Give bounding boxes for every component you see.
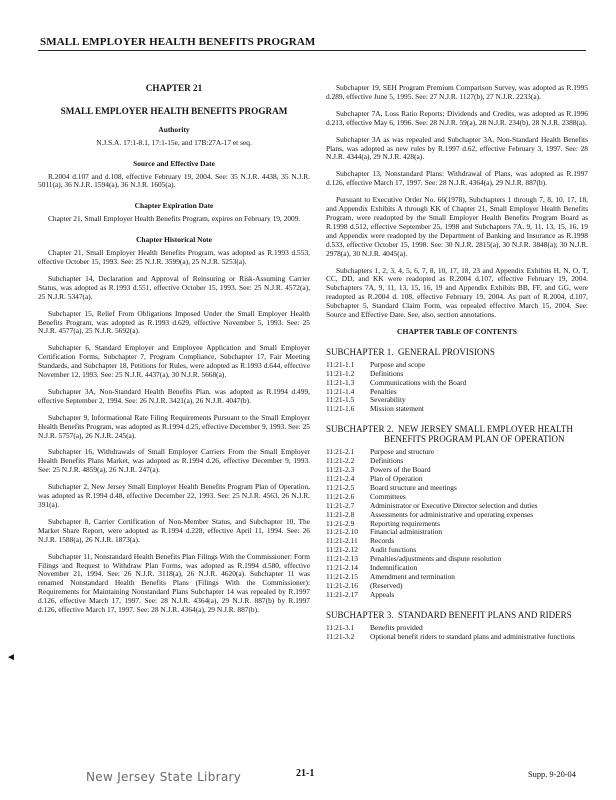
expiration-text: Chapter 21, Small Employer Health Benefits Program, expires on February 19, 2009. [48,214,301,224]
section-title: Records [370,536,395,546]
history-paragraph: Subchapter 14, Declaration and Approval of Reinsuring or Risk-Assuming Carrier Status, was adopted as R.1993 d.551, effective October 15, 1993. See: 25 N.J.R. 4572(a), 25 N.J.R. 5347(a). [38,273,310,301]
toc-entry [326,573,588,582]
section-number: 11:21-1.5 [326,395,355,405]
history-paragraph: Pursuant to Executive Order No. 66(1978), Subchapters 1 through 7, 8, 10, 17, 18, and Appendix Exhibits A through KK of Chapter 21, Small Employer Health Benefits Program, were readopted by the Small Employer Health Benefits Program Board as R.1998 d.512, effective September 25, 1998 and Subchapters 7A, 9, 11, 13, 15, 16, 19 and Appendix were readopted by the Department of Banking and Insurance as R.1998 d.533, effective October 15, 1998. See: 30 N.J.R. 2815(a), 30 N.J.R. 3848(a); 30 N.J.R. 2978(a), 30 N.J.R. 4045(a). [326,195,588,258]
section-number: 11:21-3.2 [326,631,355,641]
section-number: 11:21-3.1 [326,622,355,632]
toc-entry [326,537,588,546]
section-title: Financial administration [370,527,443,537]
history-paragraph: Subchapter 7A, Loss Ratio Reports; Dividends and Credits, was adopted as R.1996 d.213, effective May 6, 1996. See: 28 N.J.R. 59(a), 28 N.J.R. 234(b), 28 N.J.R. 2388(a). [326,108,588,127]
section-title: (Reserved) [370,580,403,590]
section-list [326,361,588,414]
history-paragraph: Subchapter 3A as was repealed and Subchapter 3A, Non-Standard Health Benefits Plans, was adopted as new rules by R.1997 d.62, effective February 3, 1997. See: 28 N.J.R. 4344(a), 29 N.J.R. 428(a). [326,134,588,162]
section-number: 11:21-2.14 [326,563,358,573]
chapter-number: CHAPTER 21 [145,83,203,93]
section-title: Audit functions [370,545,417,555]
subchapter-label: SUBCHAPTER 1. [326,346,394,357]
subchapter-label: SUBCHAPTER 2. [326,424,394,435]
supplement-date: Supp. 9-20-04 [528,770,576,779]
section-title: Purpose and scope [370,359,426,369]
header-rule [38,50,586,51]
section-title: Definitions [370,456,404,466]
section-list [326,624,588,642]
subchapter-title: GENERAL PROVISIONS [398,346,495,357]
section-title: Definitions [370,368,404,378]
toc-entry [326,396,588,405]
toc-entry [326,466,588,475]
history-paragraph: Subchapter 2, New Jersey Small Employer Health Benefits Program Plan of Operation, was adopted as R.1994 d.48, effective December 22, 1993. See: 25 N.J.R. 4563, 26 N.J.R. 391(a). [38,482,310,509]
section-number: 11:21-2.5 [326,482,355,492]
section-number: 11:21-2.8 [326,509,355,519]
section-number: 11:21-1.6 [326,404,355,414]
section-title: Indemnification [370,563,418,573]
subchapter-heading [326,424,588,444]
section-number: 11:21-2.4 [326,474,355,483]
left-column [38,84,310,623]
section-title: Committees [370,491,406,501]
history-paragraph: Subchapter 13, Nonstandard Plans: Withdrawal of Plans, was adopted as R.1997 d.126, effective March 17, 1997. See: 28 N.J.R. 4364(a), 29 N.J.R. 887(b). [326,169,588,188]
section-number: 11:21-2.11 [326,536,358,546]
toc-entry [326,528,588,537]
section-title: Penalties [370,386,397,396]
section-title: Assessments for administrative and operating expenses [370,509,534,519]
subchapter-title: STANDARD BENEFIT PLANS AND RIDERS [398,609,572,620]
toc-entry [326,564,588,573]
history-paragraph: Subchapter 9, Informational Rate Filing Requirements Pursuant to the Small Employer Health Benefits Program, was adopted as R.1994 d.25, effective December 9, 1993. See: 25 N.J.R. 5757(a), 26 N.J.R. 245(a). [38,412,310,440]
section-title: Board structure and meetings [370,482,457,492]
toc-heading: CHAPTER TABLE OF CONTENTS [397,326,517,336]
history-paragraph: Subchapter 8, Carrier Certification of Non-Member Status, and Subchapter 10, The Market Share Report, were adopted as R.1994 d.228, effective April 11, 1994. See: 26 N.J.R. 1588(a), 26 N.J.R. 1873(a). [38,516,310,544]
section-number: 11:21-1.4 [326,386,355,396]
subchapter-heading [326,610,588,620]
section-number: 11:21-2.16 [326,580,358,590]
section-title: Mission statement [370,404,424,414]
section-title: Optional benefit riders to standard plans and administrative functions [370,631,575,641]
section-title: Benefits provided [370,622,423,632]
history-paragraph: Subchapters 1, 2, 3, 4, 5, 6, 7, 8, 10, 17, 18, 23 and Appendix Exhibits H, N, O, T, CC, DD, and KK were readopted as R.2004 d.107, effective February 19, 2004. Subchapters 7A, 9, 11, 13, 15, 16, 19 and Appendix Exhibits BB, FF, and GG, were readopted as R.2004 d. 108, effective February 19, 2004. As part of R.2004, d.107, Subchapter 5, Standard Claim Form, was repealed effective March 15, 2004. See: Source and Effective Date. See, also, section annotations. [326,265,588,320]
history-heading: Chapter Historical Note [136,235,212,245]
toc-entry [326,520,588,529]
section-number: 11:21-2.1 [326,447,355,457]
toc-entry [326,511,588,520]
section-number: 11:21-2.2 [326,456,355,466]
history-right-paragraphs [326,84,588,320]
source-heading: Source and Effective Date [133,158,215,168]
section-number: 11:21-2.10 [326,527,358,537]
section-list [326,448,588,599]
toc-entry [326,582,588,591]
section-number: 11:21-2.3 [326,465,355,475]
history-paragraph: Subchapter 3A, Non-Standard Health Benefits Plan, was adopted as R.1994 d.499, effective September 2, 1994. See: 26 N.J.R. 3421(a), 26 N.J.R. 4047(b). [38,386,310,405]
section-number: 11:21-2.7 [326,500,355,510]
authority-heading: Authority [158,124,190,134]
expiration-heading: Chapter Expiration Date [134,201,214,211]
toc-entry [326,379,588,388]
history-paragraph: Subchapter 11, Nonstandard Health Benefits Plan Filings With the Commissioner: Form Filings and Request to Withdraw Plan Forms, was adopted as R.1994 d.580, effective November 21, 1994. See: 26 N.J.R. 3118(a), 26 N.J.R. 4620(a). Subchapter 11 was renamed Nonstandard Health Benefits Plans (Filings With the Commissioner): Requirements for Maintaining Nonstandard Plans Subchapter 14 was repealed by R.1997 d.126, effective March 17, 1997. See: 28 N.J.R. 4364(a), 29 N.J.R. 887(b) by R.1997 d.126, effective March 17, 1997. See: 28 N.J.R. 4364(a), 29 N.J.R. 887(b). [38,551,310,615]
section-number: 11:21-1.3 [326,377,355,387]
toc-entry [326,484,588,493]
section-number: 11:21-1.2 [326,368,355,378]
history-left-paragraphs [38,249,310,615]
running-header: SMALL EMPLOYER HEALTH BENEFITS PROGRAM [40,36,316,48]
subchapter-label: SUBCHAPTER 3. [326,609,394,620]
toc-entry [326,475,588,484]
section-title: Administrator or Executive Director selection and duties [370,500,538,510]
toc-entry [326,633,588,642]
section-number: 11:21-2.12 [326,545,358,555]
toc-entry [326,591,588,600]
history-paragraph: Subchapter 19, SEH Program Premium Comparison Survey, was adopted as R.1995 d.289, effective June 5, 1995. See: 27 N.J.R. 1127(b), 27 N.J.R. 2233(a). [326,83,588,101]
section-title: Plan of Operation [370,474,423,483]
subchapter-heading [326,347,588,357]
chapter-title: SMALL EMPLOYER HEALTH BENEFITS PROGRAM [60,105,288,116]
history-paragraph: Subchapter 15, Relief From Obligations Imposed Under the Small Employer Health Benefits Program, was adopted as R.1993 d.629, effective November 5, 1993. See: 25 N.J.R. 4577(a), 25 N.J.R. 5692(a). [38,308,310,336]
section-number: 11:21-2.13 [326,554,358,564]
page-number: 21-1 [296,768,315,779]
history-paragraph: Subchapter 16, Withdrawals of Small Employer Carriers From the Small Employer Health Benefits Plans Market, was adopted as R.1994 d.26, effective December 9, 1993. See: 25 N.J.R. 4859(a), 26 N.J.R. 247(a). [38,447,310,475]
section-title: Communications with the Board [370,377,467,387]
toc-entry [326,361,588,370]
source-text: R.2004 d.107 and d.108, effective February 19, 2004. See: 35 N.J.R. 4438, 35 N.J.R. 5011(a), 36 N.J.R. 1594(a), 36 N.J.R. 1605(a). [38,171,310,190]
toc-entry [326,405,588,414]
section-number: 11:21-2.6 [326,491,355,501]
toc-entry [326,388,588,397]
section-number: 11:21-2.15 [326,571,358,581]
section-title: Amendment and termination [370,571,455,581]
section-title: Severability [370,395,406,405]
section-number: 11:21-2.9 [326,518,355,528]
margin-arrow-icon: ◄ [6,652,16,663]
subchapter-title: NEW JERSEY SMALL EMPLOYER HEALTH BENEFITS PROGRAM PLAN OF OPERATION [384,424,573,445]
toc-entry [326,555,588,564]
toc-entry [326,457,588,466]
history-paragraph: Chapter 21, Small Employer Health Benefits Program, was adopted as R.1993 d.553, effective October 15, 1993. See: 25 N.J.R. 3599(a), 25 N.J.R. 5253(a). [38,248,310,266]
section-title: Reporting requirements [370,518,440,528]
library-watermark: New Jersey State Library [86,770,242,784]
section-number: 11:21-1.1 [326,359,355,369]
section-title: Appeals [370,589,395,599]
toc-entry [326,448,588,457]
section-title: Purpose and structure [370,447,435,457]
authority-text: N.J.S.A. 17:1-8.1, 17:1-15e, and 17B:27A-17 et seq. [96,137,252,147]
section-title: Powers of the Board [370,465,431,475]
history-paragraph: Subchapter 6, Standard Employer and Employee Application and Small Employer Certification Forms, Subchapter 7, Program Compliance, Subchapter 17, Fair Meeting Standards, and Subchapter 18, Petitions for Rules, were adopted as R.1993 d.644, effective November 12, 1993. See: 25 N.J.R. 4437(a), 30 N.J.R. 5668(a). [38,343,310,380]
section-number: 11:21-2.17 [326,589,358,599]
section-title: Penalties/adjustments and dispute resolution [370,554,502,564]
right-column [326,84,588,652]
